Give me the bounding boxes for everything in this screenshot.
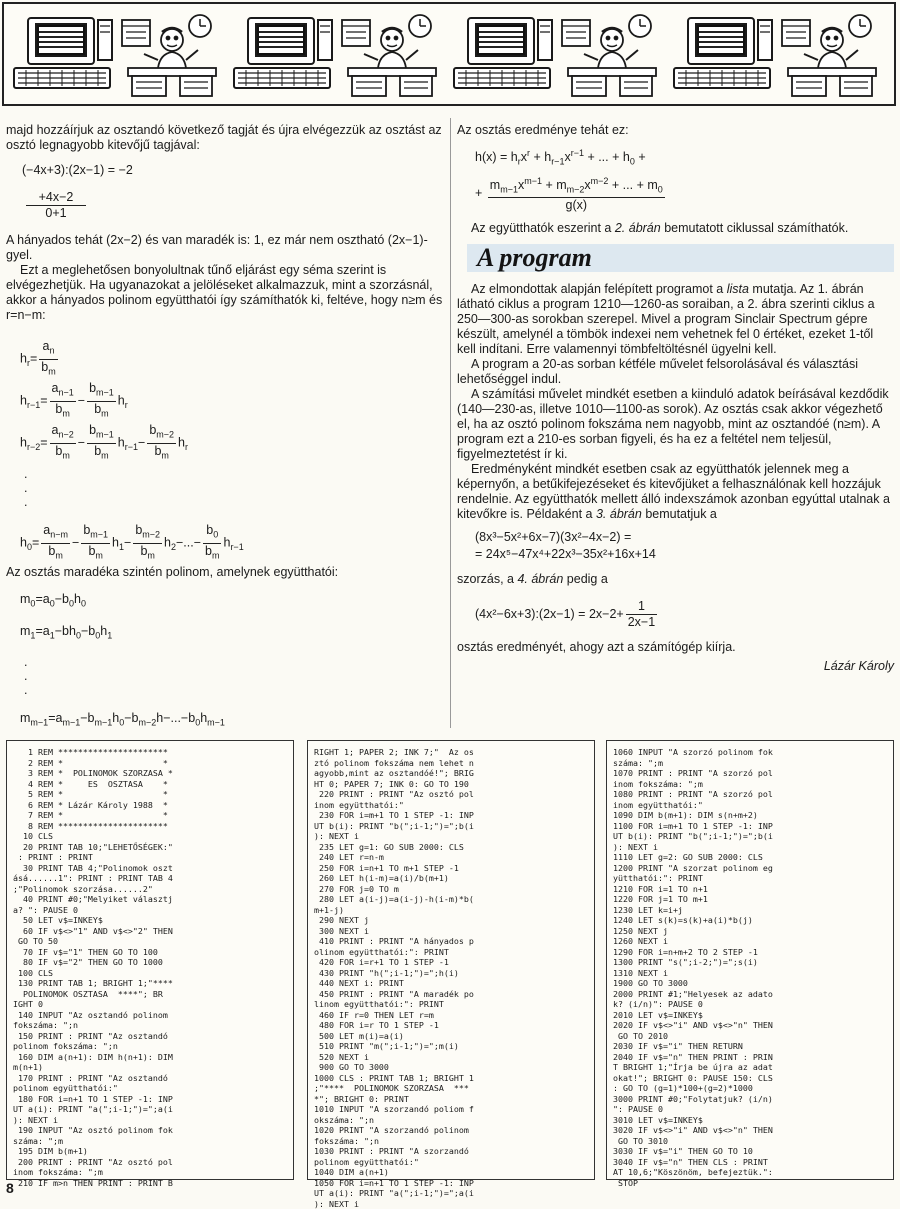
page-number: 8 [6, 1180, 14, 1196]
equation-line: +4x−2 [26, 190, 86, 206]
decorative-banner [2, 2, 896, 106]
equation: (−4x+3):(2x−1) = −2 [22, 163, 133, 177]
clerk-illustration [558, 10, 666, 100]
paragraph: A számítási művelet mindkét esetben a kiinduló adatok beírásával kezdődik (140—230-as, illetve 1010—1100-as sorok). Az osztás csak akkor végezhető el, ha az osztó polinom fokszáma nem nagyobb, mint az osztandóé (n≥m). A program ezt a 210-es sorban figyeli, és ha ez a feltétel nem teljesül, figyelmeztetést ír ki. [457, 387, 889, 462]
program-listing-1 [6, 740, 294, 1188]
formula-hx: $h(x) = h_rx^r + h_{r-1}x^{r-1}$ + ... + $h_0$ + [475, 148, 646, 167]
computer-illustration [668, 10, 776, 100]
equation-line: 0+1 [45, 206, 67, 220]
left-column [6, 123, 443, 731]
paragraph: Az elmondottak alapján felépített programot a lista mutatja. Az 1. ábrán látható ciklus a program 1210—1260-as soraiban, a 2. ábra szerinti ciklus a 250—300-as sorokban szerepel. Mivel a program Sinclair Spectrum gépre készült, amelynél a tömbök indexei nem vehetnek fel 0 értéket, ezeket 1-től kell indítani. Erre valamennyi tömbfeltöltésnél ügyelni kell. [457, 282, 875, 357]
formula-hr: $h_r=$ $\frac{a_n}{b_m}$ [20, 339, 56, 376]
example-multiplication: (8x³−5x²+6x−7)(3x²−4x−2) = [475, 530, 632, 545]
ellipsis-dots: . . . [24, 655, 28, 697]
formula-h0: $h_0=$ $\frac{a_{n-m}}{b_m}$ − $\frac{b_{m-1}}{b_m}$ $h_1-$ $\frac{b_{m-2}}{b_m}$ $h_2-...-$ $\frac{b_0}{b_m}$ $h_{r-1}$ [20, 523, 244, 560]
program-listing-2 [307, 740, 595, 1209]
clerk-illustration [118, 10, 226, 100]
listing-code: 1060 INPUT "A szorzó polinom fok száma: ";m 1070 PRINT : PRINT "A szorzó pol inom fokszáma: ";m 1080 PRINT : PRINT "A szorzó pol inom együtthatói:" 1090 DIM b(m+1): DIM s(n+m+2) 1100 FOR i=m+1 TO 1 STEP -1: INP UT b(i): PRINT "b(";i-1;")=";b(i ): NEXT i 1110 LET g=2: GO SUB 2000: CLS 1200 PRINT "A szorzat polinom eg yütthatói:": PRINT 1210 FOR i=1 TO n+1 1220 FOR j=1 TO m+1 1230 LET k=i+j 1240 LET s(k)=s(k)+a(i)*b(j) 1250 NEXT j 1260 NEXT i 1290 FOR i=n+m+2 TO 2 STEP -1 1300 PRINT "s(";i-2;")=";s(i) 1310 NEXT i 1900 GO TO 3000 2000 PRINT #1;"Helyesek az adato k? (i/n)": PAUSE 0 2010 LET v$=INKEY$ 2020 IF v$<>"i" AND v$<>"n" THEN GO TO 2010 2030 IF v$="i" THEN RETURN 2040 IF v$="n" THEN PRINT : PRIN T BRIGHT 1;"Írja be újra az adat okat!"; BRIGHT 0: PAUSE 150: CLS : GO TO (g=1)*100+(g=2)*1000 3000 PRINT #0;"Folytatjuk? (i/n) ": PAUSE 0 3010 LET v$=INKEY$ 3020 IF v$<>"i" AND v$<>"n" THEN GO TO 3010 3030 IF v$="i" THEN GO TO 10 3040 IF v$="n" THEN CLS : PRINT AT 10,6;"Köszönöm, befejeztük.": STOP [613, 747, 773, 1188]
column-divider [450, 118, 451, 728]
example-division: (4x²−6x+3):(2x−1) = 2x−2+ $\frac{1}{2x-1}$ [475, 599, 656, 630]
formula-hr-2: $h_{r-2}=$ $\frac{a_{n-2}}{b_m}$ − $\frac{b_{m-1}}{b_m}$ $h_{r-1}-$ $\frac{b_{m-2}}{b_m}$ $h_r$ [20, 423, 188, 460]
paragraph: Az osztás eredménye tehát ez: [457, 123, 629, 137]
paragraph: Az osztás maradéka szintén polinom, amelynek együtthatói: [6, 565, 339, 579]
paragraph: osztás eredményét, ahogy azt a számítógép kiírja. [457, 640, 736, 655]
computer-illustration [228, 10, 336, 100]
computer-illustration [448, 10, 556, 100]
program-listing-3 [606, 740, 894, 1188]
paragraph: Ezt a meglehetősen bonyolultnak tűnő eljárást egy séma szerint is elvégezhetjük. Ha ugyanazokat a jelöléseket alkalmazzuk, mint a szorzásnál, akkor a hányados polinom együtthatói így számíthatók ki, feltéve, hogy n≥m és r=n−m: [6, 263, 443, 322]
formula-m0: $m_0=a_0-b_0h_0$ [20, 592, 86, 609]
clerk-illustration [778, 10, 886, 100]
paragraph: Az együtthatók eszerint a 2. ábrán bemutatott ciklussal számíthatók. [471, 221, 849, 236]
listing-code: RIGHT 1; PAPER 2; INK 7;" Az os ztó polinom fokszáma nem lehet n agyobb,mint az osztandóé!"; BRIG HT 0; PAPER 7; INK 0: GO TO 190 220 PRINT : PRINT "Az osztó pol inom együtthatói:" 230 FOR i=m+1 TO 1 STEP -1: INP UT b(i): PRINT "b(";i-1;")=";b(i ): NEXT i 235 LET g=1: GO SUB 2000: CLS 240 LET r=n-m 250 FOR i=n+1 TO m+1 STEP -1 260 LET h(i-m)=a(i)/b(m+1) 270 FOR j=0 TO m 280 LET a(i-j)=a(i-j)-h(i-m)*b( m+1-j) 290 NEXT j 300 NEXT i 410 PRINT : PRINT "A hányados p olinom együtthatói:": PRINT 420 FOR i=r+1 TO 1 STEP -1 430 PRINT "h(";i-1;")=";h(i) 440 NEXT i: PRINT 450 PRINT : PRINT "A maradék po linom együtthatói:": PRINT 460 IF r=0 THEN LET r=m 480 FOR i=r TO 1 STEP -1 500 LET m(i)=a(i) 510 PRINT "m(";i-1;")=";m(i) 520 NEXT i 900 GO TO 3000 1000 CLS : PRINT TAB 1; BRIGHT 1 ;"**** POLINOMOK SZORZASA *** *"; BRIGHT 0: PRINT 1010 INPUT "A szorzandó poliom f okszáma: ";n 1020 PRINT "A szorzandó polinom fokszáma: ";n 1030 PRINT : PRINT "A szorzandó polinom együtthatói:" 1040 DIM a(n+1) 1050 FOR i=n+1 TO 1 STEP -1: INP UT a(i): PRINT "a(";i-1;")=";a(i ): NEXT i [314, 747, 474, 1209]
paragraph: majd hozzáírjuk az osztandó következő tagját és újra elvégezzük az osztást az osztó legnagyobb kitevőjű tagjával: [6, 123, 442, 152]
example-multiplication-result: = 24x⁵−47x⁴+22x³−35x²+16x+14 [475, 547, 656, 562]
formula-m1: $m_1=a_1-bh_0-b_0h_1$ [20, 623, 113, 640]
author-signature: Lázár Károly [823, 659, 894, 674]
section-heading: A program [467, 244, 894, 272]
clerk-illustration [338, 10, 446, 100]
equation-subtraction [26, 190, 86, 221]
paragraph: A program a 20-as sorban kétféle művelet felsorolásával és választási lehetőséggel indul. [457, 357, 858, 387]
formula-m-m1: $m_{m-1}=a_{m-1}-b_{m-1}h_0-b_{m-2}h-...-b_0h_{m-1}$ [20, 711, 225, 728]
computer-illustration [8, 10, 116, 100]
right-column [457, 123, 894, 674]
paragraph: A hányados tehát (2x−2) és van maradék is: 1, ez már nem osztható (2x−1)-gyel. [6, 233, 428, 262]
listing-code: 1 REM ********************** 2 REM * * 3 REM * POLINOMOK SZORZASA * 4 REM * ES OSZTASA * 5 REM * * 6 REM * Lázár Károly 1988 * 7 REM * * 8 REM ********************** 10 CLS 20 PRINT TAB 10;"LEHETŐSÉGEK:" : PRINT : PRINT 30 PRINT TAB 4;"Polinomok oszt ásá......1": PRINT : PRINT TAB 4 ;"Polinomok szorzása......2" 40 PRINT #0;"Melyiket választj a? ": PAUSE 0 50 LET v$=INKEY$ 60 IF v$<>"1" AND v$<>"2" THEN GO TO 50 70 IF v$="1" THEN GO TO 100 80 IF v$="2" THEN GO TO 1000 100 CLS 130 PRINT TAB 1; BRIGHT 1;"**** POLINOMOK OSZTASA ****"; BR IGHT 0 140 INPUT "Az osztandó polinom fokszáma: ";n 150 PRINT : PRINT "Az osztandó polinom fokszáma: ";n 160 DIM a(n+1): DIM h(n+1): DIM m(n+1) 170 PRINT : PRINT "Az osztandó polinom együtthatói:" 180 FOR i=n+1 TO 1 STEP -1: INP UT a(i): PRINT "a(";i-1;")=";a(i ): NEXT i 190 INPUT "Az osztó polinom fok száma: ";m 195 DIM b(m+1) 200 PRINT : PRINT "Az osztó pol inom fokszáma: ";m 210 IF m>n THEN PRINT : PRINT B [13, 747, 173, 1188]
ellipsis-dots: . . . [24, 467, 28, 509]
paragraph: szorzás, a 4. ábrán pedig a [457, 572, 608, 587]
formula-remainder: + $\frac{m_{m-1}x^{m-1} + m_{m-2}x^{m-2} + ... + m_0}{g(x)}$ [475, 175, 663, 213]
paragraph: Eredményként mindkét esetben csak az együtthatók jelennek meg a képernyőn, a betűkifejezéseket és kitevőjüket a felhasználónak kell hozzájuk rendelnie. Az együtthatók mellett álló indexszámok azonban egyúttal utalnak a kitevőkre is. Példaként a 3. ábrán bemutatjuk a [457, 462, 890, 522]
formula-hr-1: $h_{r-1}=$ $\frac{a_{n-1}}{b_m}$ − $\frac{b_{m-1}}{b_m}$ $h_r$ [20, 381, 128, 418]
